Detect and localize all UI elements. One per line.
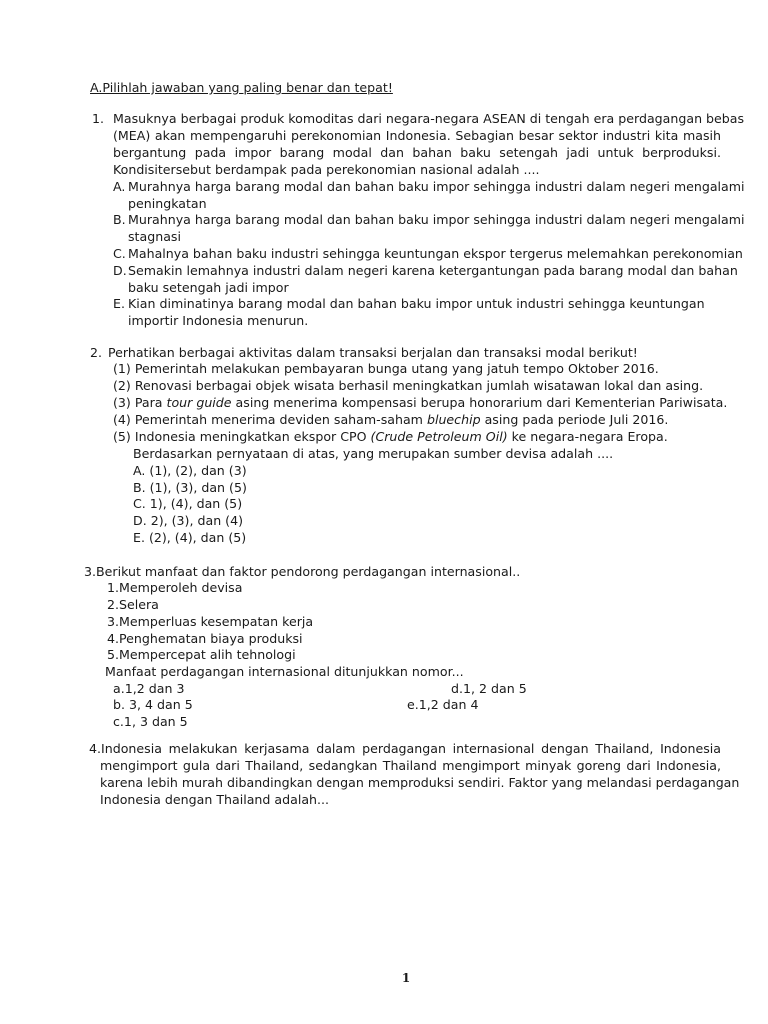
q3-item: 2.Selera (107, 597, 159, 612)
q3-item: 5.Mempercepat alih tehnologi (107, 647, 296, 662)
q2-statement: (1) Pemerintah melakukan pembayaran bunga utang yang jatuh tempo Oktober 2016. (113, 361, 659, 376)
q3-item: 1.Memperoleh devisa (107, 580, 243, 595)
q2-statement: (4) Pemerintah menerima deviden saham-saham bluechip asing pada periode Juli 2016. (113, 412, 669, 427)
q1-stem-line: bergantung pada impor barang modal dan bahan baku setengah jadi untuk berproduksi. (113, 145, 721, 160)
q2-statement: (2) Renovasi berbagai objek wisata berhasil meningkatkan jumlah wisatawan lokal dan asing. (113, 378, 704, 393)
q3-option-d: d.1, 2 dan 5 (451, 681, 527, 696)
q3-item: 4.Penghematan biaya produksi (107, 631, 303, 646)
q2-option: E. (2), (4), dan (5) (133, 530, 247, 545)
q1-option-text: Murahnya harga barang modal dan bahan baku impor sehingga industri dalam negeri mengalami (128, 212, 745, 227)
q2-option: C. 1), (4), dan (5) (133, 496, 243, 511)
q4-line: Indonesia dengan Thailand adalah... (100, 792, 330, 807)
q2-number: 2. (90, 345, 103, 360)
q2-stem: Perhatikan berbagai aktivitas dalam transaksi berjalan dan transaksi modal berikut! (108, 345, 638, 360)
q4-line: karena lebih murah dibandingkan dengan memproduksi sendiri. Faktor yang melandasi perdagangan (100, 775, 740, 790)
q1-option-letter: A. (113, 179, 126, 194)
q2-option: D. 2), (3), dan (4) (133, 513, 244, 528)
q3-option-a: a.1,2 dan 3 (113, 681, 185, 696)
q1-stem-line: (MEA) akan mempengaruhi perekonomian Indonesia. Sebagian besar sektor industri kita masih (113, 128, 721, 143)
q2-statement: (3) Para tour guide asing menerima kompensasi berupa honorarium dari Kementerian Pariwisata. (113, 395, 728, 410)
q3-question: Manfaat perdagangan internasional ditunjukkan nomor... (105, 664, 464, 679)
q1-option-text: baku setengah jadi impor (128, 280, 289, 295)
page-number: 1 (401, 971, 411, 985)
q1-option-letter: B. (113, 212, 126, 227)
q3-option-e: e.1,2 dan 4 (407, 697, 479, 712)
q3-option-b: b. 3, 4 dan 5 (113, 697, 193, 712)
q1-stem-line: Masuknya berbagai produk komoditas dari negara-negara ASEAN di tengah era perdagangan bebas (113, 111, 745, 126)
q2-option: A. (1), (2), dan (3) (133, 463, 247, 478)
q1-option-text: Murahnya harga barang modal dan bahan baku impor sehingga industri dalam negeri mengalami (128, 179, 745, 194)
q1-option-text: Semakin lemahnya industri dalam negeri karena ketergantungan pada barang modal dan bahan (128, 263, 738, 278)
q3-item: 3.Memperluas kesempatan kerja (107, 614, 314, 629)
q3-stem: 3.Berikut manfaat dan faktor pendorong perdagangan internasional.. (84, 564, 521, 579)
q1-option-letter: D. (113, 263, 127, 278)
q1-option-text: Kian diminatinya barang modal dan bahan baku impor untuk industri sehingga keuntungan (128, 296, 705, 311)
q1-option-letter: E. (113, 296, 125, 311)
q1-option-text: stagnasi (128, 229, 181, 244)
q1-option-text: peningkatan (128, 196, 207, 211)
q2-option: B. (1), (3), dan (5) (133, 480, 247, 495)
q2-question: Berdasarkan pernyataan di atas, yang merupakan sumber devisa adalah .... (133, 446, 614, 461)
q1-option-text: importir Indonesia menurun. (128, 313, 309, 328)
q3-option-c: c.1, 3 dan 5 (113, 714, 188, 729)
q4-line: 4.Indonesia melakukan kerjasama dalam perdagangan internasional dengan Thailand, Indonesia (89, 741, 721, 756)
q2-statement: (5) Indonesia meningkatkan ekspor CPO (Crude Petroleum Oil) ke negara-negara Eropa. (113, 429, 668, 444)
q1-stem-line: Kondisitersebut berdampak pada perekonomian nasional adalah .... (113, 162, 540, 177)
section-title: A.Pilihlah jawaban yang paling benar dan tepat! (90, 80, 393, 95)
q1-number: 1. (92, 111, 105, 126)
q4-line: mengimport gula dari Thailand, sedangkan Thailand mengimport minyak goreng dari Indonesia, (100, 758, 721, 773)
q1-option-letter: C. (113, 246, 126, 261)
q1-option-text: Mahalnya bahan baku industri sehingga keuntungan ekspor tergerus melemahkan perekonomian (128, 246, 743, 261)
